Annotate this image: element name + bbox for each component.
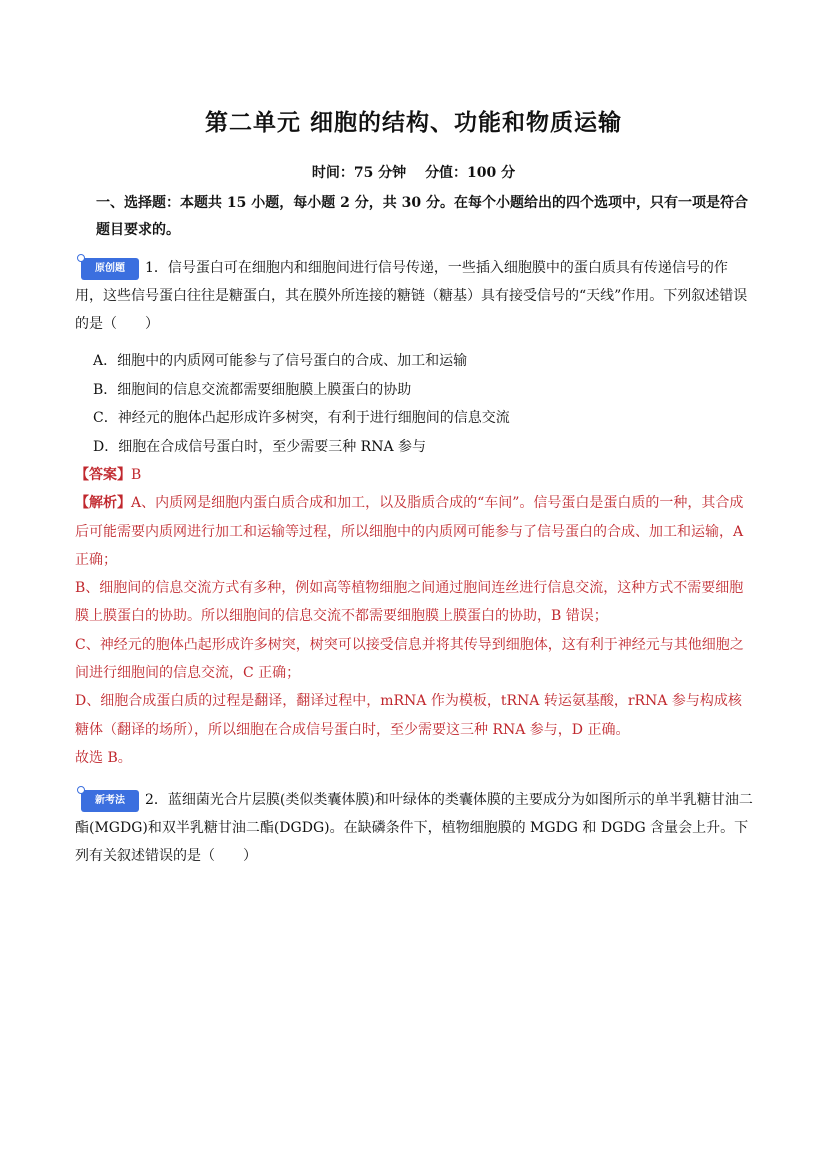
analysis-tag: 【解析】 bbox=[75, 495, 131, 512]
answer-tag: 【答案】 bbox=[75, 467, 131, 483]
analysis-text-a: A、内质网是细胞内蛋白质合成和加工，以及脂质合成的“车间”。信号蛋白是蛋白质的一种，其合成后可能需要内质网进行加工和运输等过程，所以细胞中的内质网可能参与了信号蛋白的合成、加工和运输，A 正确； bbox=[75, 495, 744, 568]
option-a: A．细胞中的内质网可能参与了信号蛋白的合成、加工和运输 bbox=[93, 353, 468, 369]
answer-value: B bbox=[131, 467, 142, 483]
option-b: B．细胞间的信息交流都需要细胞膜上膜蛋白的协助 bbox=[93, 381, 412, 398]
new-method-badge bbox=[81, 790, 139, 812]
exam-score: 分值：100 分 bbox=[425, 165, 516, 181]
analysis-b: B、细胞间的信息交流方式有多种，例如高等植物细胞之间通过胞间连丝进行信息交流，这种方式不需要细胞膜上膜蛋白的协助。所以细胞间的信息交流不都需要细胞膜上膜蛋白的协助，B 错误； bbox=[75, 580, 744, 625]
section-heading: 一、选择题：本题共 15 小题，每小题 2 分，共 30 分。在每个小题给出的四个选项中，只有一项是符合题目要求的。 bbox=[96, 195, 748, 238]
answer-analysis bbox=[75, 461, 755, 772]
analysis-c: C、神经元的胞体凸起形成许多树突，树突可以接受信息并将其传导到细胞体，这有利于神经元与其他细胞之间进行细胞间的信息交流，C 正确； bbox=[75, 636, 744, 682]
exam-meta bbox=[0, 162, 827, 182]
answer-line bbox=[75, 461, 755, 489]
badge-dot-icon bbox=[77, 786, 85, 794]
analysis-d: D、细胞合成蛋白质的过程是翻译，翻译过程中，mRNA 作为模板，tRNA 转运氨基酸，rRNA 参与构成核糖体（翻译的场所），所以细胞在合成信号蛋白时，至少需要这三种 RNA 参与，D 正确。 bbox=[75, 693, 742, 738]
badge-dot-icon bbox=[77, 254, 85, 262]
analysis-conclusion: 故选 B。 bbox=[75, 749, 132, 766]
original-question-badge bbox=[81, 258, 139, 280]
question-1-stem: 1．信号蛋白可在细胞内和细胞间进行信号传递，一些插入细胞膜中的蛋白质具有传递信号的作用，这些信号蛋白往往是糖蛋白，其在膜外所连接的糖链（糖基）具有接受信号的“天线”作用。下列叙述错误的是（ ） bbox=[75, 260, 748, 332]
question-1 bbox=[75, 254, 755, 338]
question-1-options bbox=[93, 347, 753, 461]
option-c: C．神经元的胞体凸起形成许多树突，有利于进行细胞间的信息交流 bbox=[93, 410, 510, 426]
exam-time: 时间：75 分钟 bbox=[311, 165, 407, 181]
page-title: 第二单元 细胞的结构、功能和物质运输 bbox=[204, 110, 622, 136]
option-d: D．细胞在合成信号蛋白时，至少需要三种 RNA 参与 bbox=[93, 438, 427, 455]
analysis-a bbox=[75, 489, 755, 574]
badge-label: 新考法 bbox=[95, 795, 125, 806]
question-2 bbox=[75, 786, 755, 870]
question-2-stem: 2．蓝细菌光合片层膜(类似类囊体膜)和叶绿体的类囊体膜的主要成分为如图所示的单半乳糖甘油二酯(MGDG)和双半乳糖甘油二酯(DGDG)。在缺磷条件下，植物细胞膜的 MGDG 和 DGDG 含量会上升。下列有关叙述错误的是（ ） bbox=[75, 792, 753, 864]
badge-label: 原创题 bbox=[95, 263, 125, 274]
